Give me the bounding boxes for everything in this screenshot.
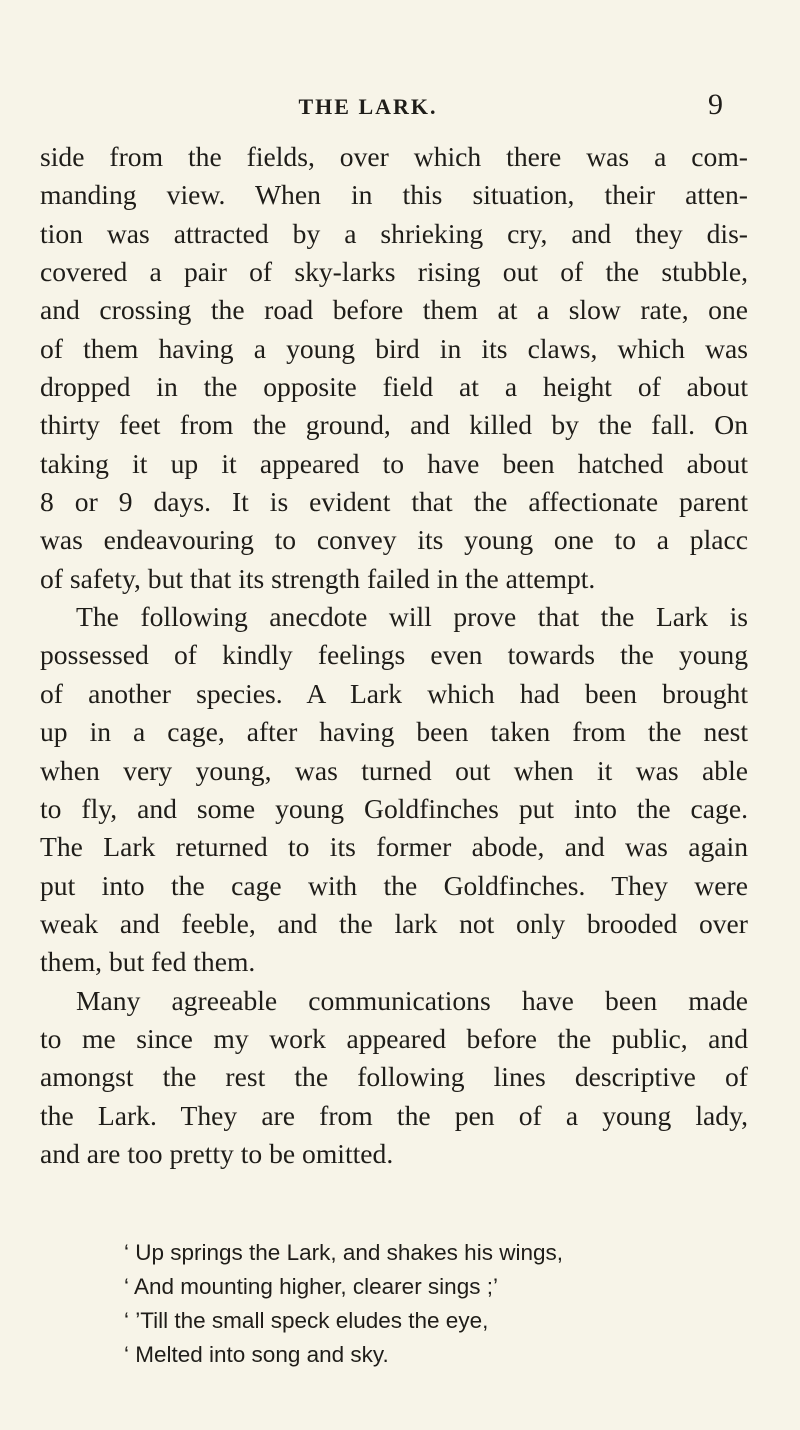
text-line: The Lark returned to its former abode, and was again: [40, 831, 748, 863]
text-line: possessed of kindly feelings even towards the young: [40, 639, 748, 671]
text-line: Many agreeable communications have been made: [76, 984, 748, 1016]
text-line: the Lark. They are from the pen of a young lady,: [40, 1099, 748, 1131]
text-line: and are too pretty to be omitted.: [40, 1137, 394, 1169]
text-line: them, but fed them.: [40, 946, 256, 978]
text-line: manding view. When in this situation, their atten-: [40, 179, 748, 211]
text-line: and crossing the road before them at a slow rate, one: [40, 294, 748, 326]
text-line: 8 or 9 days. It is evident that the affectionate parent: [40, 486, 748, 518]
text-line: taking it up it appeared to have been hatched about: [40, 447, 748, 479]
poem-line: ‘ ’Till the small speck eludes the eye,: [124, 1308, 489, 1333]
page-number: 9: [708, 88, 723, 121]
text-line: to fly, and some young Goldfinches put into the cage.: [40, 792, 748, 824]
running-title: THE LARK.: [298, 94, 438, 119]
text-line: when very young, was turned out when it was able: [40, 754, 748, 786]
poem-quote: [124, 1236, 684, 1372]
text-line: amongst the rest the following lines descriptive of: [40, 1061, 748, 1093]
text-line: side from the fields, over which there was a com-: [40, 141, 748, 172]
running-head: [0, 88, 800, 128]
text-line: covered a pair of sky-larks rising out of the stubble,: [40, 256, 748, 288]
poem-line: ‘ Up springs the Lark, and shakes his wings,: [124, 1240, 563, 1265]
text-line: dropped in the opposite field at a height of about: [40, 371, 748, 403]
text-line: of safety, but that its strength failed in the attempt.: [40, 562, 596, 594]
body-text: [40, 138, 748, 1173]
text-line: of another species. A Lark which had been brought: [40, 677, 748, 709]
poem-line: ‘ And mounting higher, clearer sings ;’: [124, 1274, 498, 1299]
text-line: thirty feet from the ground, and killed by the fall. On: [40, 409, 748, 441]
poem-line: ‘ Melted into song and sky.: [124, 1342, 389, 1367]
text-line: put into the cage with the Goldfinches. They were: [40, 869, 748, 901]
text-line: tion was attracted by a shrieking cry, and they dis-: [40, 217, 748, 249]
text-line: of them having a young bird in its claws, which was: [40, 332, 748, 364]
text-line: up in a cage, after having been taken from the nest: [40, 716, 748, 748]
text-line: was endeavouring to convey its young one to a placc: [40, 524, 748, 556]
text-line: The following anecdote will prove that the Lark is: [76, 601, 748, 633]
text-line: weak and feeble, and the lark not only brooded over: [40, 907, 748, 939]
text-line: to me since my work appeared before the public, and: [40, 1022, 748, 1054]
